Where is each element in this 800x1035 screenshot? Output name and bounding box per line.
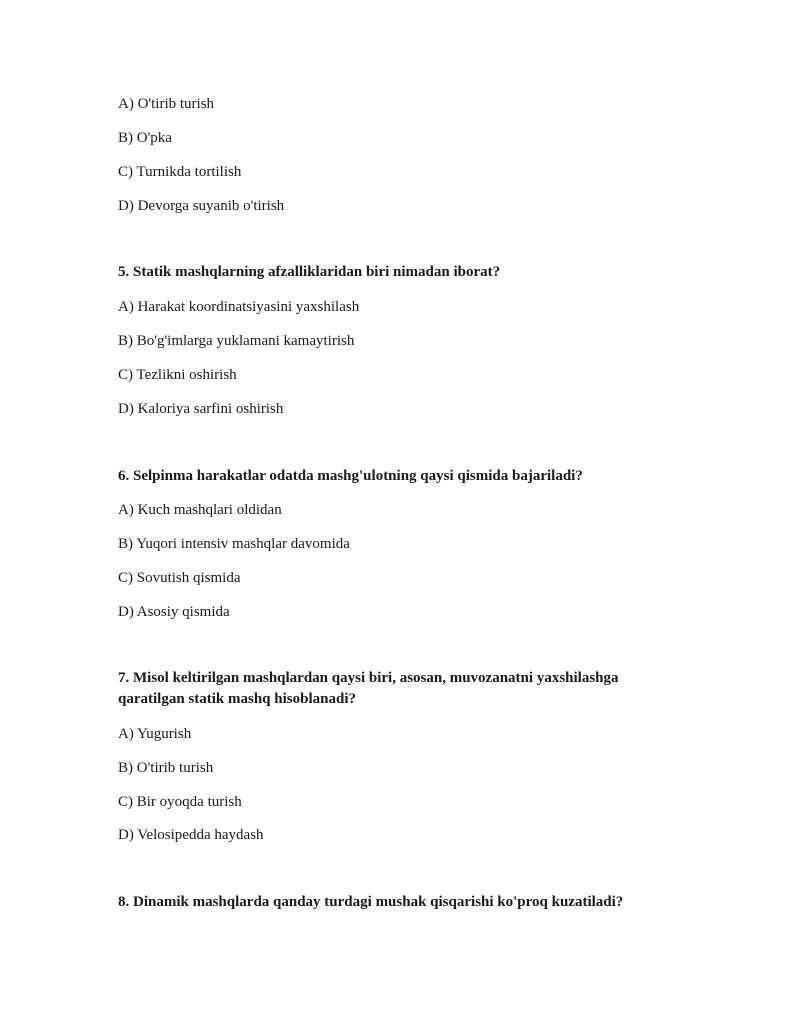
- option-c: C) Bir oyoqda turish: [118, 794, 242, 810]
- question-8: 8. Dinamik mashqlarda qanday turdagi mushak qisqarishi ko'proq kuzatiladi?: [118, 894, 624, 910]
- option-d: D) Devorga suyanib o'tirish: [118, 198, 285, 214]
- option-d: D) Velosipedda haydash: [118, 827, 264, 843]
- option-c: C) Sovutish qismida: [118, 570, 241, 586]
- option-b: B) O'tirib turish: [118, 760, 214, 776]
- question-5: 5. Statik mashqlarning afzalliklaridan biri nimadan iborat?: [118, 264, 501, 280]
- option-d: D) Asosiy qismida: [118, 604, 230, 620]
- question-7-line-1: 7. Misol keltirilgan mashqlardan qaysi biri, asosan, muvozanatni yaxshilashga: [118, 670, 619, 686]
- option-b: B) Bo'g'imlarga yuklamani kamaytirish: [118, 333, 355, 349]
- option-a: A) O'tirib turish: [118, 96, 215, 112]
- option-c: C) Turnikda tortilish: [118, 164, 242, 180]
- option-a: A) Yugurish: [118, 726, 192, 742]
- question-6: 6. Selpinma harakatlar odatda mashg'ulotning qaysi qismida bajariladi?: [118, 468, 583, 484]
- option-b: B) Yuqori intensiv mashqlar davomida: [118, 536, 350, 552]
- question-7-line-2: qaratilgan statik mashq hisoblanadi?: [118, 691, 356, 707]
- option-a: A) Kuch mashqlari oldidan: [118, 502, 282, 518]
- option-c: C) Tezlikni oshirish: [118, 367, 237, 383]
- option-b: B) O'pka: [118, 130, 172, 146]
- option-a: A) Harakat koordinatsiyasini yaxshilash: [118, 299, 360, 315]
- option-d: D) Kaloriya sarfini oshirish: [118, 401, 284, 417]
